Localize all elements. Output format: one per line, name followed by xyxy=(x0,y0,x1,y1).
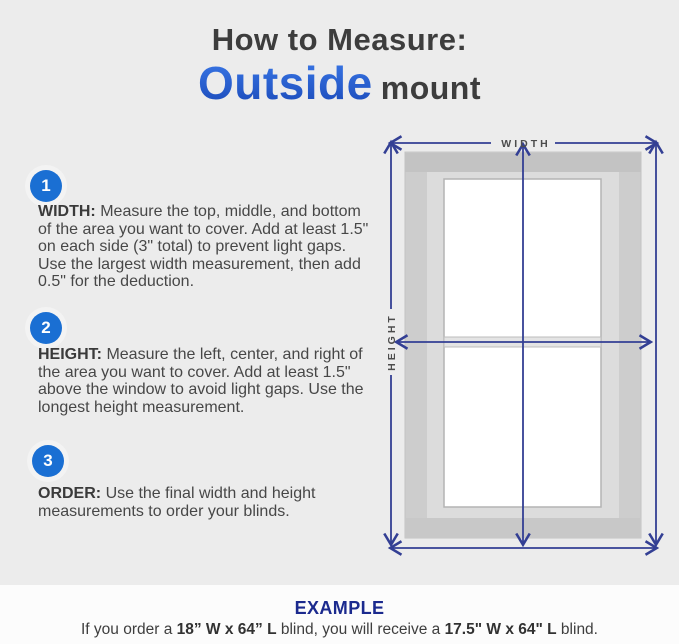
header xyxy=(0,22,679,120)
step-2-label: HEIGHT: xyxy=(38,346,102,363)
window-measure-diagram xyxy=(371,125,671,565)
page-title: How to Measure: xyxy=(211,22,468,57)
width-dimension-label: WIDTH xyxy=(501,138,551,150)
example-sentence xyxy=(0,621,679,639)
step-2-text xyxy=(38,346,372,416)
step-3-body: Use the final width and height measurements to order your blinds. xyxy=(38,485,316,520)
step-2-badge: 2 xyxy=(30,312,62,344)
height-dimension-label: HEIGHT xyxy=(386,313,398,371)
mount-word: mount xyxy=(380,70,481,106)
example-order-size: 18” W x 64” L xyxy=(176,621,277,638)
step-3-text xyxy=(38,485,372,520)
example-prefix: If you order a xyxy=(80,621,177,638)
step-1-text xyxy=(38,203,372,291)
step-3-badge: 3 xyxy=(32,445,64,477)
example-middle: blind, you will receive a xyxy=(276,621,445,638)
example-suffix: blind. xyxy=(556,621,598,638)
step-1-badge: 1 xyxy=(30,170,62,202)
step-1-body: Measure the top, middle, and bottom of the area you want to cover. Add at least 1.5" on each side (3" total) to prevent light gaps. Use the largest width measurement, then add 0.5" for the deduction. xyxy=(38,203,369,291)
example-section xyxy=(0,585,679,644)
step-3-label: ORDER: xyxy=(38,485,102,502)
example-title: EXAMPLE xyxy=(294,598,385,618)
page-subtitle xyxy=(0,58,679,120)
mount-type-highlight: Outside xyxy=(198,57,373,109)
step-1-label: WIDTH: xyxy=(38,203,96,220)
example-receive-size: 17.5" W x 64" L xyxy=(444,621,557,638)
step-2-body: Measure the left, center, and right of the area you want to cover. Add at least 1.5" above the window to avoid light gaps. Use the longest height measurement. xyxy=(38,346,364,416)
